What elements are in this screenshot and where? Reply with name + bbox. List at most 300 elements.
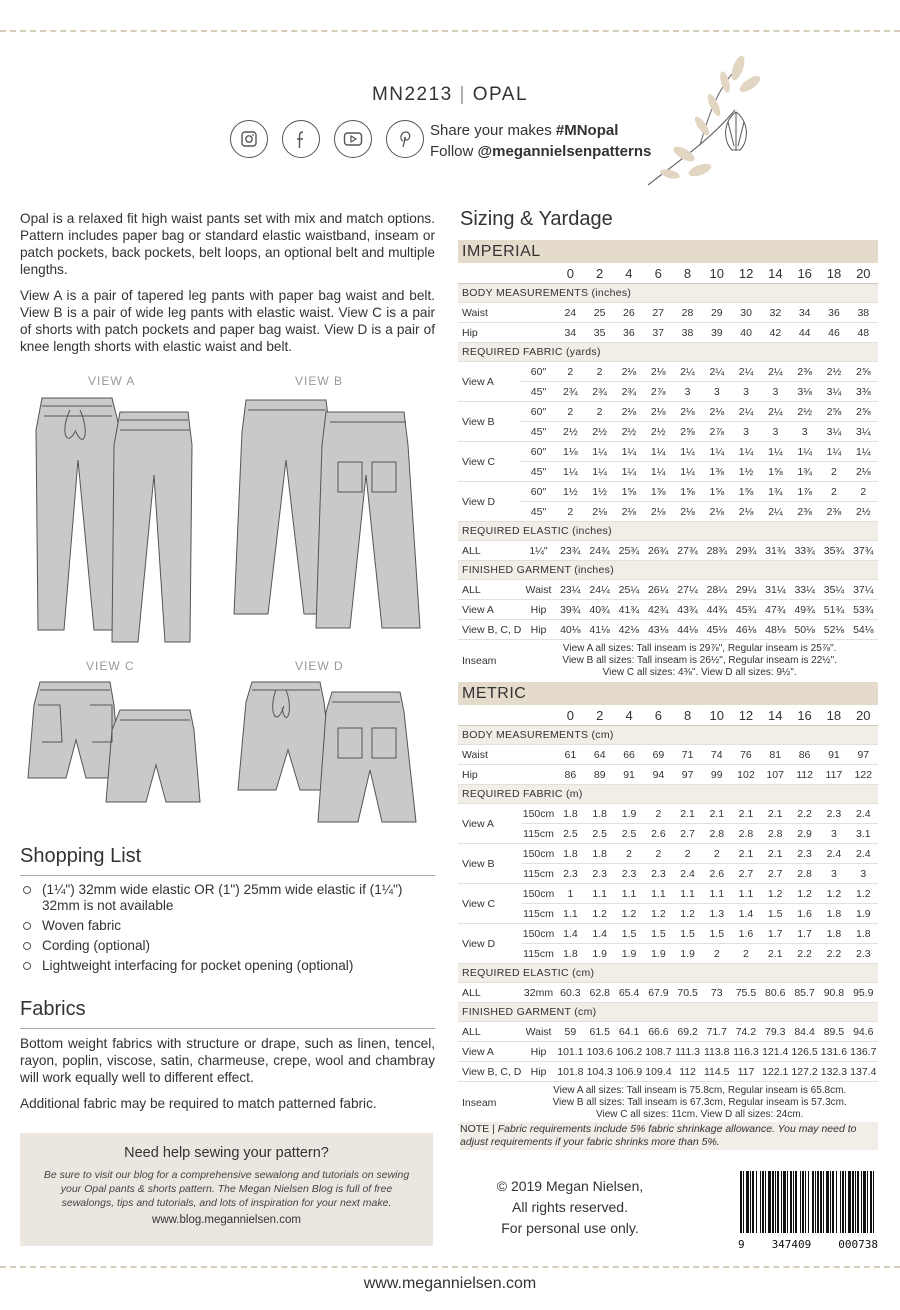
table-cell: 2.1 [731,804,760,824]
table-cell: 3 [731,422,760,442]
table-cell: 136.7 [849,1042,878,1062]
table-cell: 20 [849,705,878,726]
table-cell: View A [458,600,521,620]
section-header [458,785,878,804]
table-cell: 1.1 [585,884,614,904]
table-row [458,1042,878,1062]
table-cell: 109.4 [644,1062,673,1082]
table-cell: 3⅜ [849,382,878,402]
share-hashtag: #MNopal [555,122,619,139]
table-cell: 25¼ [614,580,643,600]
table-cell: 1¼ [585,462,614,482]
list-item: Cording (optional) [20,938,440,954]
table-cell: 6 [644,263,673,284]
table-cell: 71 [673,745,702,765]
table-cell: 1.2 [585,904,614,924]
table-cell: 1.1 [644,884,673,904]
table-cell: 39¾ [556,600,585,620]
table-row [458,502,878,522]
table-cell: 1 [556,884,585,904]
table-cell: 1½ [731,462,760,482]
table-cell: 25¾ [614,541,643,561]
table-cell: 2.5 [614,824,643,844]
table-cell: 35 [585,323,614,343]
table-cell: 28 [673,303,702,323]
table-cell: 1¼ [614,442,643,462]
table-cell: 99 [702,765,731,785]
table-cell: 2 [731,944,760,964]
table-row [458,580,878,600]
view-d-label: VIEW D [295,659,344,673]
table-cell: Waist [521,580,555,600]
table-cell: 43⅛ [644,620,673,640]
table-cell: 2⅛ [614,502,643,522]
copyright-line-3: For personal use only. [501,1220,639,1236]
table-cell: 33¾ [790,541,819,561]
table-row [458,983,878,1003]
table-cell: 29 [702,303,731,323]
table-cell: 59 [556,1022,585,1042]
table-cell: 2¼ [673,362,702,382]
table-cell: 67.9 [644,983,673,1003]
table-cell: 2.1 [761,844,790,864]
table-cell: 1⅝ [761,462,790,482]
table-cell: 2⅛ [702,502,731,522]
table-cell: 1⅞ [790,482,819,502]
table-cell: 1.8 [585,844,614,864]
table-cell: 40¾ [585,600,614,620]
table-cell: 60" [521,362,555,382]
inseam-line: View B all sizes: Tall inseam is 26½", Regular inseam is 22½". [562,655,837,666]
section-header [458,522,878,541]
section-header [458,964,878,983]
table-cell: 34 [556,323,585,343]
view-b-label: VIEW B [295,374,344,388]
table-cell: 115cm [521,944,555,964]
table-cell: 64 [585,745,614,765]
table-row [458,924,878,944]
table-cell: 150cm [521,924,555,944]
table-cell: 86 [790,745,819,765]
shopping-list-title: Shopping List [20,845,142,867]
table-row [458,824,878,844]
table-cell: 94.6 [849,1022,878,1042]
table-cell: 2.8 [702,824,731,844]
inseam-line: View A all sizes: Tall inseam is 29⅞", Regular inseam is 25⅞". [562,643,837,654]
table-cell: 37 [644,323,673,343]
help-body: Be sure to visit our blog for a comprehensive sewalong and tutorials on sewing your Opal pants & shorts pattern. The Megan Nielsen Blog is full of free sewalongs, tips and tutorials, and lots of inspiration for your next make. [43,1169,410,1209]
instagram-icon[interactable] [230,120,268,158]
table-cell: 1.2 [761,884,790,904]
table-cell: 25 [585,303,614,323]
table-cell: 32mm [521,983,555,1003]
table-cell: View B [458,844,521,884]
table-cell: 66 [614,745,643,765]
table-row [458,462,878,482]
table-cell: 28¼ [702,580,731,600]
table-cell: 1.9 [614,944,643,964]
note-text: Fabric requirements include 5% fabric shrinkage allowance. You may need to adjust requirements if your fabric shrinks more than 5%. [460,1123,857,1148]
table-cell: 1¼ [644,442,673,462]
table-cell: 66.6 [644,1022,673,1042]
view-illustrations [20,370,440,830]
table-cell: 111.3 [673,1042,702,1062]
table-cell: 2⅛ [849,462,878,482]
table-cell: 23¾ [556,541,585,561]
sizing-title: Sizing & Yardage [460,208,613,230]
table-cell: 38 [849,303,878,323]
table-cell: 73 [702,983,731,1003]
table-cell: 1¼ [790,442,819,462]
table-cell: 2⅛ [731,502,760,522]
barcode-bars [738,1171,878,1233]
table-cell: 2 [819,482,848,502]
table-cell: 26¼ [644,580,673,600]
table-cell: 40 [731,323,760,343]
inseam-row [458,640,878,683]
table-cell: 2.4 [819,844,848,864]
section-header [458,1003,878,1022]
section-header [458,726,878,745]
table-cell: 1.8 [585,804,614,824]
table-cell: 41¾ [614,600,643,620]
table-cell: 95.9 [849,983,878,1003]
table-cell: FINISHED GARMENT (cm) [458,1003,878,1022]
shopping-divider [20,875,435,876]
table-cell: 69 [644,745,673,765]
table-cell: 51¾ [819,600,848,620]
table-cell: 44¾ [702,600,731,620]
table-cell: View D [458,924,521,964]
table-cell: 74 [702,745,731,765]
table-cell: 3¼ [819,382,848,402]
table-cell: 1¼ [585,442,614,462]
table-cell: 1½ [585,482,614,502]
table-cell: 3 [731,382,760,402]
table-cell: 45¾ [731,600,760,620]
table-cell: 106.9 [614,1062,643,1082]
table-cell: 14 [761,263,790,284]
table-cell: 44 [790,323,819,343]
table-cell: 2.5 [585,824,614,844]
table-cell: 1.2 [614,904,643,924]
table-cell: 2½ [849,502,878,522]
table-cell: 132.3 [819,1062,848,1082]
table-cell: 32 [761,303,790,323]
table-cell: 1.5 [644,924,673,944]
table-cell: 2 [585,705,614,726]
table-cell: 1.3 [702,904,731,924]
table-cell: 97 [673,765,702,785]
table-cell: 1¼ [614,462,643,482]
table-cell: Hip [458,765,521,785]
table-cell: Inseam [458,1082,521,1125]
table-cell: 54⅛ [849,620,878,640]
table-cell: 112 [790,765,819,785]
share-prefix: Share your makes [430,122,556,139]
table-cell: 3 [673,382,702,402]
table-cell: 61 [556,745,585,765]
table-cell: View D [458,482,521,522]
table-cell: 2.4 [673,864,702,884]
barcode-digit-prefix: 9 [738,1238,745,1251]
table-cell: 37¼ [849,580,878,600]
table-cell: 16 [790,705,819,726]
blog-link[interactable]: www.blog.megannielsen.com [152,1214,301,1226]
table-cell: ALL [458,1022,521,1042]
table-cell: 1.1 [731,884,760,904]
list-item: Lightweight interfacing for pocket opening (optional) [20,958,440,974]
fabrics-text [20,1035,435,1121]
table-cell [458,705,521,726]
table-cell: 1.8 [556,804,585,824]
copyright [470,1176,670,1239]
table-cell: 2⅛ [644,362,673,382]
table-row [458,844,878,864]
table-cell: 10 [702,705,731,726]
table-cell: 2 [556,362,585,382]
share-text [430,120,651,162]
table-cell: 36 [819,303,848,323]
copyright-line-2: All rights reserved. [512,1199,628,1215]
table-cell: View B, C, D [458,1062,521,1082]
table-cell: 1⅝ [644,482,673,502]
table-cell: 2¼ [761,402,790,422]
table-cell: 27 [644,303,673,323]
table-cell [521,765,555,785]
table-cell: 2¼ [731,402,760,422]
table-cell: 36 [614,323,643,343]
imperial-table [458,240,878,683]
table-cell: FINISHED GARMENT (inches) [458,561,878,580]
table-cell: 2.1 [761,944,790,964]
table-cell: 2 [673,844,702,864]
table-cell: 2⅝ [849,362,878,382]
table-cell: 46⅛ [731,620,760,640]
table-cell: 1¼ [644,462,673,482]
table-cell: Hip [521,1042,555,1062]
table-cell: 1.5 [702,924,731,944]
table-cell: 30 [731,303,760,323]
table-cell: 61.5 [585,1022,614,1042]
table-cell: 115cm [521,864,555,884]
table-cell: 1¾ [790,462,819,482]
table-cell: Hip [458,323,521,343]
table-cell: 91 [614,765,643,785]
table-cell: 137.4 [849,1062,878,1082]
table-cell: 43¾ [673,600,702,620]
table-cell: 2.8 [790,864,819,884]
table-cell: Hip [521,600,555,620]
table-row [458,303,878,323]
table-cell: 42⅛ [614,620,643,640]
barcode-digits-left: 347409 [771,1238,812,1251]
table-cell: 29¼ [731,580,760,600]
pinterest-icon[interactable] [386,120,424,158]
table-cell: 1.5 [614,924,643,944]
table-cell: ALL [458,580,521,600]
table-cell: 48 [849,323,878,343]
table-cell: REQUIRED ELASTIC (inches) [458,522,878,541]
table-cell: 44⅛ [673,620,702,640]
table-cell: 1¾ [761,482,790,502]
table-cell: 60" [521,482,555,502]
table-cell: 2¾ [556,382,585,402]
website-url[interactable]: www.megannielsen.com [363,1275,537,1292]
view-c-label: VIEW C [86,659,135,673]
table-cell: 94 [644,765,673,785]
table-cell: 0 [556,705,585,726]
table-cell [521,640,878,683]
table-cell: View A [458,1042,521,1062]
table-cell: REQUIRED FABRIC (yards) [458,343,878,362]
fabrics-divider [20,1028,435,1029]
table-cell: ALL [458,983,521,1003]
help-title: Need help sewing your pattern? [124,1145,329,1161]
table-cell: 2.1 [731,844,760,864]
table-cell: 1.7 [790,924,819,944]
list-item: (1¼") 32mm wide elastic OR (1") 25mm wide elastic if (1¼") 32mm is not available [20,882,440,914]
table-cell: 37¾ [849,541,878,561]
table-cell: 45" [521,502,555,522]
table-cell: Waist [458,303,521,323]
table-cell: 2⅛ [644,402,673,422]
table-cell: 1.9 [673,944,702,964]
table-cell: 2 [614,844,643,864]
table-cell: 116.3 [731,1042,760,1062]
table-cell: 2 [702,944,731,964]
table-cell: 2¾ [614,382,643,402]
table-cell: 89.5 [819,1022,848,1042]
table-cell: 3 [819,824,848,844]
table-cell: 2¼ [761,362,790,382]
table-cell: View A [458,362,521,402]
table-cell: 2.5 [556,824,585,844]
table-cell: 1.7 [761,924,790,944]
table-cell: 1⅛ [556,442,585,462]
table-cell: View B [458,402,521,442]
table-cell: 1.2 [849,884,878,904]
table-cell: 2.3 [556,864,585,884]
table-cell: 1.6 [731,924,760,944]
table-cell: 1¼" [521,541,555,561]
table-cell: 8 [673,263,702,284]
table-cell: 2.3 [849,944,878,964]
table-cell: 48⅛ [761,620,790,640]
table-row [458,541,878,561]
table-cell: 1.2 [790,884,819,904]
table-cell: 3⅛ [790,382,819,402]
table-cell: 2.8 [761,824,790,844]
table-cell: 8 [673,705,702,726]
table-cell: BODY MEASUREMENTS (cm) [458,726,878,745]
table-cell: 45" [521,382,555,402]
table-cell: 2 [585,402,614,422]
table-cell: 65.4 [614,983,643,1003]
table-cell: 10 [702,263,731,284]
table-row [458,362,878,382]
table-cell: 85.7 [790,983,819,1003]
table-cell: 4 [614,263,643,284]
table-cell: 2.3 [585,864,614,884]
table-cell: 131.6 [819,1042,848,1062]
inseam-line: View B all sizes: Tall inseam is 67.3cm, Regular inseam is 57.3cm. [552,1097,847,1108]
table-cell: 2.2 [819,944,848,964]
inseam-line: View C all sizes: 11cm. View D all sizes: 24cm. [596,1109,804,1120]
table-cell [458,263,521,284]
table-cell: 2 [644,804,673,824]
follow-handle: @megannielsenpatterns [477,143,652,160]
table-cell: 2½ [585,422,614,442]
help-box [20,1133,433,1246]
table-row [458,1022,878,1042]
facebook-icon[interactable] [282,120,320,158]
table-cell: 97 [849,745,878,765]
table-cell: 2¼ [761,502,790,522]
table-cell: 62.8 [585,983,614,1003]
table-cell: 14 [761,705,790,726]
youtube-icon[interactable] [334,120,372,158]
table-cell: 79.3 [761,1022,790,1042]
table-cell: 2⅜ [790,362,819,382]
table-row [458,382,878,402]
table-cell: 107 [761,765,790,785]
table-cell: 121.4 [761,1042,790,1062]
table-cell: 1.8 [819,924,848,944]
table-cell: 1.9 [849,904,878,924]
table-cell: 2.6 [644,824,673,844]
fabrics-paragraph-2: Additional fabric may be required to match patterned fabric. [20,1096,377,1111]
table-cell: 114.5 [702,1062,731,1082]
table-cell: 2⅛ [673,502,702,522]
table-cell: 49¾ [790,600,819,620]
inseam-line: View C all sizes: 4⅜". View D all sizes: 9½". [602,667,797,678]
table-cell: 2⅛ [585,502,614,522]
table-cell: 2.1 [702,804,731,824]
table-row [458,402,878,422]
table-cell: 2⅞ [702,422,731,442]
table-cell: 2.1 [761,804,790,824]
table-cell: 2 [556,402,585,422]
table-cell: 2.3 [644,864,673,884]
unit-header [458,240,878,263]
table-cell: 3 [761,422,790,442]
table-row [458,944,878,964]
table-cell: 46 [819,323,848,343]
table-cell: 2.7 [731,864,760,884]
table-cell: 3 [819,864,848,884]
table-cell: 3¼ [849,422,878,442]
top-dashed-border [0,30,900,32]
shopping-list [20,882,440,978]
table-cell: BODY MEASUREMENTS (inches) [458,284,878,303]
table-cell: 1.8 [556,944,585,964]
table-cell: 2 [644,844,673,864]
pattern-title: MN2213 | OPAL [371,84,529,105]
table-cell: 3 [702,382,731,402]
table-cell: 3 [849,864,878,884]
table-cell: 42 [761,323,790,343]
table-cell: 31¼ [761,580,790,600]
table-cell: 38 [673,323,702,343]
table-cell: Inseam [458,640,521,683]
table-cell: 35¼ [819,580,848,600]
table-cell: 1.2 [673,904,702,924]
follow-prefix: Follow [430,143,478,160]
table-cell: 1.2 [644,904,673,924]
table-cell: 60.3 [556,983,585,1003]
bottom-dashed-border [0,1266,900,1268]
